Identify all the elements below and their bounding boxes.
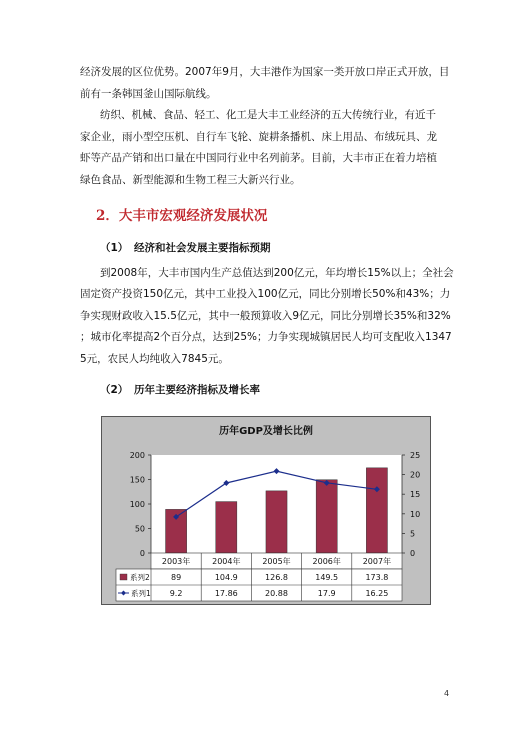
subsection-number: （2） (100, 384, 129, 396)
paragraph-line: ；城市化率提高2个百分点，达到25%；力争实现城镇居民人均可支配收入1347 (80, 331, 452, 343)
subsection-heading (100, 240, 271, 255)
section-heading: 2．大丰市宏观经济发展状况 (96, 208, 268, 224)
paragraph-line: 5元，农民人均纯收入7845元。 (80, 353, 229, 365)
data-label: 20.88 (265, 589, 288, 598)
data-label: 89 (171, 573, 182, 582)
data-label: 17.86 (214, 589, 238, 598)
bar (316, 480, 337, 553)
subsection-number: （1） (100, 242, 129, 254)
legend-key-bar (120, 574, 127, 580)
data-label: 9.2 (169, 589, 183, 598)
category-label: 2005年 (262, 557, 291, 566)
category-label: 2006年 (312, 557, 341, 566)
data-label: 17.9 (317, 589, 336, 598)
right-axis-tick-label: 5 (410, 529, 416, 539)
subsection-title: 经济和社会发展主要指标预期 (134, 242, 271, 254)
chart-svg (102, 417, 430, 604)
category-label: 2004年 (212, 557, 241, 566)
data-label: 104.9 (214, 573, 238, 582)
right-axis-tick-label: 0 (410, 549, 416, 558)
paragraph-line: 前有一条韩国釜山国际航线。 (80, 88, 217, 100)
paragraph-line: 家企业，雨小型空压机、自行车飞轮、旋耕条播机、床上用品、布绒玩具、龙 (80, 131, 437, 143)
paragraph-line: 经济发展的区位优势。2007年9月，大丰港作为国家一类开放口岸正式开放，目 (80, 66, 450, 78)
chart-title: 历年GDP及增长比例 (219, 426, 313, 437)
left-axis-tick-label: 200 (129, 451, 145, 460)
subsection-title: 历年主要经济指标及增长率 (134, 384, 260, 396)
paragraph-line: 虾等产品产销和出口量在中国同行业中名列前茅。目前，大丰市正在着力培植 (80, 152, 437, 164)
right-axis-tick-label: 10 (410, 509, 421, 519)
data-label: 149.5 (315, 573, 339, 582)
bar (366, 468, 387, 553)
left-axis-tick-label: 0 (139, 549, 145, 558)
right-axis-tick-label: 25 (410, 451, 421, 460)
legend-label: 系列1 (131, 589, 151, 598)
page-number: 4 (444, 689, 450, 698)
bar (216, 502, 237, 553)
paragraph-line: 到2008年，大丰市国内生产总值达到200亿元，年均增长15%以上；全社会 (100, 267, 454, 279)
data-label: 16.25 (365, 589, 389, 598)
right-axis-tick-label: 20 (410, 470, 421, 480)
bar (266, 491, 287, 553)
data-label: 126.8 (265, 573, 288, 582)
data-label: 173.8 (365, 573, 389, 582)
paragraph-line: 固定资产投资150亿元，其中工业投入100亿元，同比分别增长50%和43%；力 (80, 288, 451, 300)
paragraph-line: 争实现财政收入15.5亿元，其中一般预算收入9亿元，同比分别增长35%和32% (80, 310, 451, 322)
category-label: 2007年 (362, 557, 392, 566)
left-axis-tick-label: 150 (129, 475, 145, 485)
right-axis-tick-label: 15 (410, 490, 421, 500)
left-axis-tick-label: 50 (134, 524, 145, 534)
left-axis-tick-label: 100 (129, 500, 145, 509)
subsection-heading (100, 382, 260, 397)
legend-label: 系列2 (130, 573, 150, 582)
gdp-chart (101, 416, 431, 605)
category-label: 2003年 (161, 557, 191, 566)
paragraph-line: 纺织、机械、食品、轻工、化工是大丰工业经济的五大传统行业，有近千 (100, 109, 436, 121)
paragraph-line: 绿色食品、新型能源和生物工程三大新兴行业。 (80, 174, 301, 186)
